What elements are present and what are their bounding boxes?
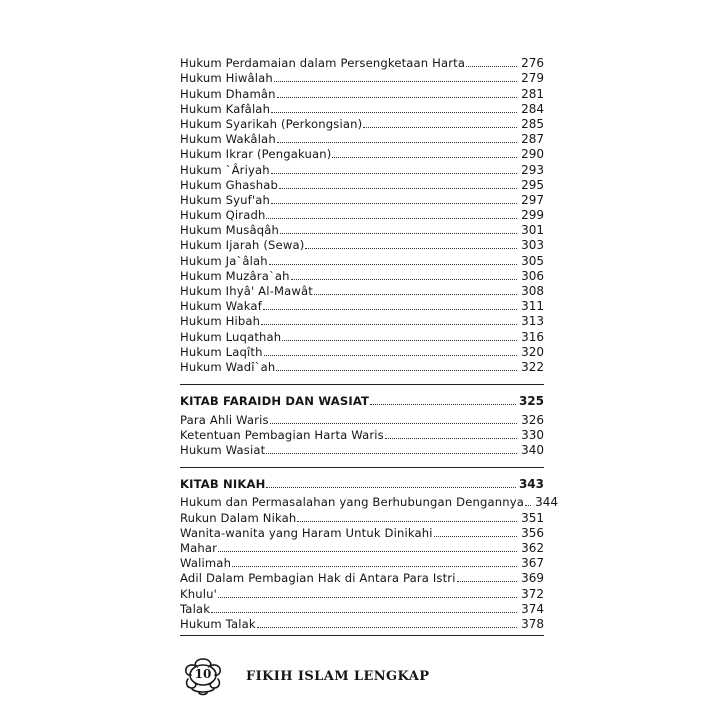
toc-entry-title: Hukum Laqîth xyxy=(180,344,263,359)
toc-entry-title: Hukum Perdamaian dalam Persengketaan Harta xyxy=(180,56,466,71)
toc-page-number: 311 xyxy=(521,299,544,314)
toc-entry xyxy=(180,570,544,585)
dot-leader xyxy=(270,423,517,424)
toc-entry-title: Walimah xyxy=(180,556,232,571)
toc-entry xyxy=(180,298,544,313)
toc-entry xyxy=(180,525,544,540)
toc-entry xyxy=(180,585,544,600)
toc-group-hukum xyxy=(180,55,544,374)
dot-leader xyxy=(277,142,517,143)
toc-heading-title: KITAB FARAIDH DAN WASIAT xyxy=(180,394,370,409)
toc-page-number: 297 xyxy=(521,192,544,207)
toc-entry xyxy=(180,192,544,207)
toc-section-nikah xyxy=(180,476,559,631)
toc-entry xyxy=(180,101,544,116)
toc-page-number: 316 xyxy=(521,329,544,344)
toc-entry xyxy=(180,222,544,237)
toc-entry-title: Talak xyxy=(180,601,211,616)
toc-page-number: 306 xyxy=(521,268,544,283)
toc-page-number: 369 xyxy=(521,571,544,586)
dot-leader xyxy=(332,157,517,158)
toc-entry xyxy=(180,85,544,100)
toc-entry-title: Hukum Wakâlah xyxy=(180,132,276,147)
toc-entry-title: Hukum Musâqâh xyxy=(180,223,280,238)
book-title: FIKIH ISLAM LENGKAP xyxy=(246,669,430,684)
toc-page-number: 378 xyxy=(521,616,544,631)
toc-entry xyxy=(180,313,544,328)
toc-entry xyxy=(180,161,544,176)
toc-entry-title: Hukum Syuf'ah xyxy=(180,192,270,207)
toc-page-number: 322 xyxy=(521,359,544,374)
toc-entry xyxy=(180,359,544,374)
dot-leader xyxy=(525,505,531,506)
toc-entry xyxy=(180,207,544,222)
toc-section-faraidh xyxy=(180,393,544,457)
toc-entry-title: Hukum Ihyâ' Al-Mawât xyxy=(180,284,313,298)
toc-entry xyxy=(180,540,544,555)
toc-page-number: 374 xyxy=(521,601,544,616)
toc-entry-title: Hukum Luqathah xyxy=(180,329,282,344)
section-divider xyxy=(180,635,544,636)
toc-page-number: 281 xyxy=(521,86,544,101)
toc-entry-title: Wanita-wanita yang Haram Untuk Dinikahi xyxy=(180,525,433,540)
dot-leader xyxy=(305,248,517,249)
toc-entry-title: Hukum `Âriyah xyxy=(180,162,270,177)
dot-leader xyxy=(211,612,517,613)
section-divider xyxy=(180,467,544,468)
dot-leader xyxy=(263,309,517,310)
toc-entry xyxy=(180,146,544,161)
toc-entry-title: Hukum Ghashab xyxy=(180,177,278,192)
table-of-contents xyxy=(180,55,559,636)
dot-leader xyxy=(257,627,517,628)
toc-entry-title: Hukum Qiradh xyxy=(180,208,266,223)
dot-leader xyxy=(218,597,517,598)
toc-page-number: 362 xyxy=(521,541,544,555)
toc-page-number: 276 xyxy=(521,56,544,71)
dot-leader xyxy=(291,279,517,280)
toc-entry-title: Adil Dalam Pembagian Hak di Antara Para Istri xyxy=(180,571,456,586)
toc-entry-title: Hukum Talak xyxy=(180,616,256,631)
toc-entry xyxy=(180,411,544,426)
toc-page-number: 344 xyxy=(535,495,559,510)
dot-leader xyxy=(274,81,517,82)
toc-entry-title: Khulu' xyxy=(180,586,217,601)
dot-leader xyxy=(264,355,517,356)
toc-entry-title: Hukum Dhamân xyxy=(180,86,276,101)
toc-entry xyxy=(180,442,544,457)
toc-entry-title: Hukum Muzâra`ah xyxy=(180,268,290,283)
toc-heading xyxy=(180,476,544,491)
dot-leader xyxy=(279,188,517,189)
toc-entry xyxy=(180,494,559,510)
toc-entry xyxy=(180,70,544,85)
toc-entry xyxy=(180,237,544,252)
toc-entry xyxy=(180,328,544,343)
toc-entry-title: Hukum Wakaf xyxy=(180,299,262,314)
toc-page-number: 308 xyxy=(521,284,544,298)
toc-entry-title: Hukum dan Permasalahan yang Berhubungan Dengannya xyxy=(180,495,525,510)
dot-leader xyxy=(457,581,517,582)
toc-page-number: 351 xyxy=(521,510,544,525)
dot-leader xyxy=(276,370,517,371)
toc-entry-title: Hukum Wadî`ah xyxy=(180,359,276,374)
toc-page-number: 285 xyxy=(521,116,544,131)
toc-page-number: 367 xyxy=(521,556,544,571)
page-number: 10 xyxy=(194,667,212,681)
toc-entry xyxy=(180,344,544,359)
toc-entry-title: Hukum Syarikah (Perkongsian) xyxy=(180,116,363,131)
dot-leader xyxy=(363,127,517,128)
toc-entry-title: Hukum Hiwâlah xyxy=(180,71,273,86)
toc-entry-title: Mahar xyxy=(180,541,218,555)
toc-entry xyxy=(180,116,544,131)
toc-entry xyxy=(180,601,544,616)
toc-page-number: 320 xyxy=(521,344,544,359)
toc-page-number: 343 xyxy=(518,477,544,492)
toc-page-number: 305 xyxy=(521,253,544,268)
toc-entry-title: Hukum Hibah xyxy=(180,314,261,329)
dot-leader xyxy=(277,97,517,98)
dot-leader xyxy=(370,404,516,405)
toc-page-number: 295 xyxy=(521,177,544,192)
toc-entry xyxy=(180,555,544,570)
dot-leader xyxy=(314,294,517,295)
dot-leader xyxy=(282,340,517,341)
toc-page-number: 313 xyxy=(521,314,544,329)
dot-leader xyxy=(385,438,517,439)
dot-leader xyxy=(232,566,517,567)
toc-page-number: 284 xyxy=(521,101,544,116)
dot-leader xyxy=(266,487,515,488)
toc-entry-title: Rukun Dalam Nikah xyxy=(180,510,297,525)
toc-heading-title: KITAB NIKAH xyxy=(180,477,266,492)
section-divider xyxy=(180,384,544,385)
toc-heading xyxy=(180,393,544,408)
toc-page-number: 303 xyxy=(521,238,544,253)
dot-leader xyxy=(297,521,517,522)
page-footer xyxy=(180,655,544,695)
toc-page-number: 290 xyxy=(521,147,544,162)
toc-entry-title: Hukum Ikrar (Pengakuan) xyxy=(180,147,332,162)
toc-page-number: 299 xyxy=(521,208,544,223)
toc-page-number: 279 xyxy=(521,71,544,86)
toc-entry xyxy=(180,616,544,631)
toc-page-number: 330 xyxy=(521,427,544,442)
toc-entry-title: Para Ahli Waris xyxy=(180,412,269,427)
toc-page-number: 325 xyxy=(518,394,544,409)
dot-leader xyxy=(266,218,517,219)
dot-leader xyxy=(466,66,517,67)
dot-leader xyxy=(271,112,517,113)
dot-leader xyxy=(271,203,517,204)
toc-page-number: 372 xyxy=(521,586,544,601)
toc-page-number: 293 xyxy=(521,162,544,177)
toc-entry xyxy=(180,427,544,442)
dot-leader xyxy=(261,324,517,325)
dot-leader xyxy=(218,551,517,552)
dot-leader xyxy=(269,264,517,265)
toc-entry-title: Hukum Wasiat xyxy=(180,442,266,457)
toc-entry xyxy=(180,177,544,192)
dot-leader xyxy=(280,233,517,234)
dot-leader xyxy=(271,173,517,174)
toc-page-number: 301 xyxy=(521,223,544,238)
toc-page-number: 326 xyxy=(521,412,544,427)
toc-entry-title: Hukum Ja`âlah xyxy=(180,253,268,268)
toc-entry xyxy=(180,268,544,283)
toc-entry xyxy=(180,283,544,298)
toc-page-number: 356 xyxy=(521,525,544,540)
toc-page-number: 340 xyxy=(521,442,544,457)
toc-entry-title: Ketentuan Pembagian Harta Waris xyxy=(180,427,384,442)
toc-entry xyxy=(180,252,544,267)
toc-entry xyxy=(180,131,544,146)
dot-leader xyxy=(266,453,517,454)
toc-entry-title: Hukum Ijarah (Sewa) xyxy=(180,238,305,253)
toc-entry-title: Hukum Kafâlah xyxy=(180,101,271,116)
dot-leader xyxy=(434,536,517,537)
toc-entry xyxy=(180,509,544,524)
toc-entry xyxy=(180,55,544,70)
toc-page-number: 287 xyxy=(521,132,544,147)
